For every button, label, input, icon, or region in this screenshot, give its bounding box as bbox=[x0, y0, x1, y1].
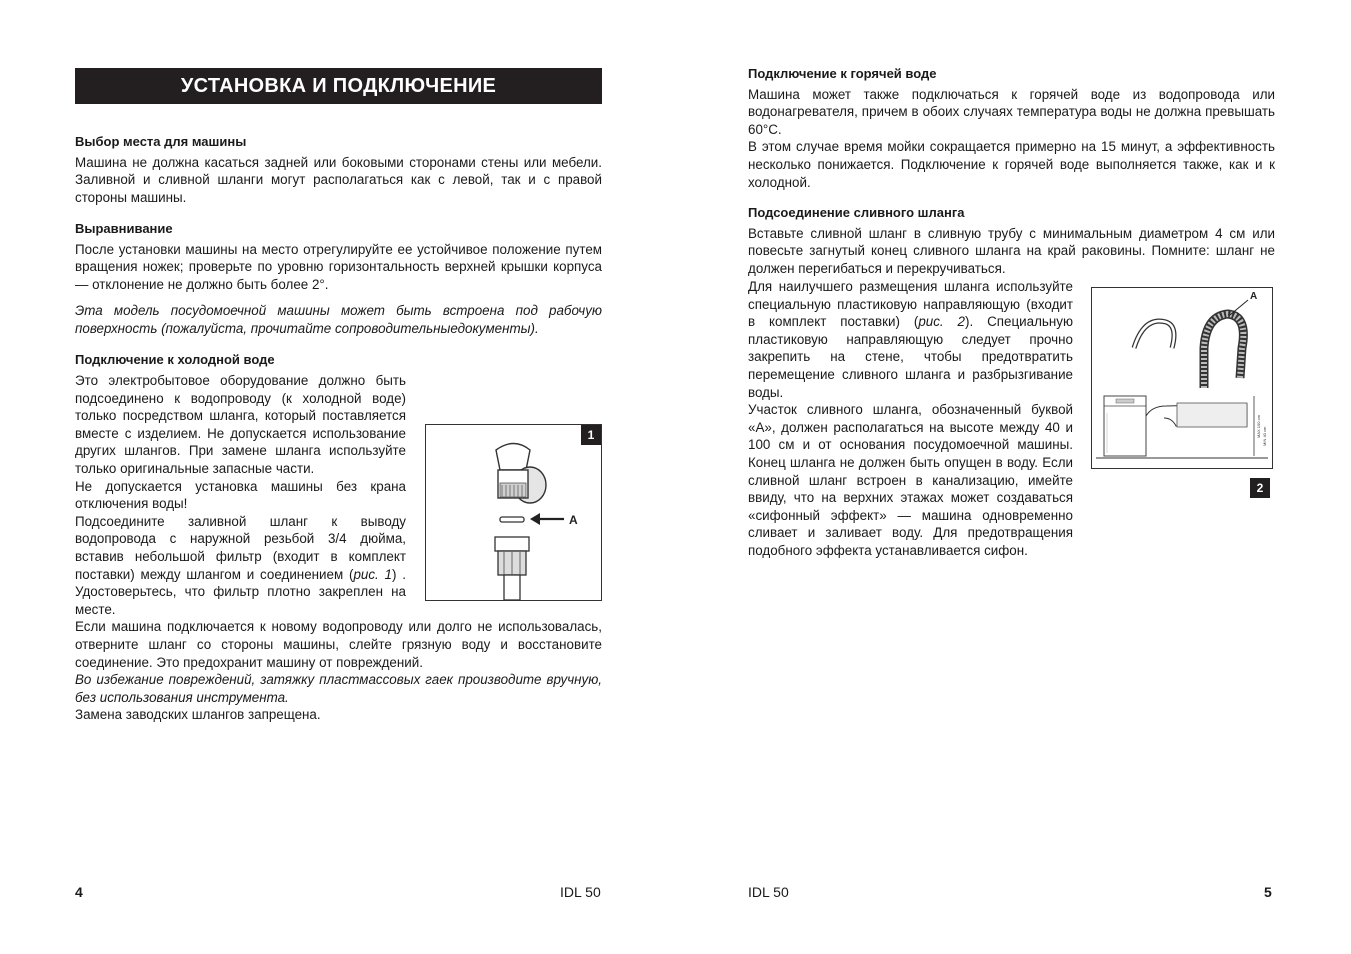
section-cold-water bbox=[75, 351, 602, 372]
section-hot-water bbox=[748, 65, 1275, 191]
page-title: УСТАНОВКА И ПОДКЛЮЧЕНИЕ bbox=[75, 68, 602, 104]
page-number: 4 bbox=[75, 884, 83, 900]
italic-note: Эта модель посудомоечной машины может быть встроена под рабочую поверхность (пожалуйста, прочитайте сопроводительныедокументы). bbox=[75, 303, 602, 336]
italic-note: Во избежание повреждений, затяжку пластмассовых гаек производите вручную, без использования инструмента. bbox=[75, 672, 602, 705]
paragraph: Подсоедините заливной шланг к выводу водопровода с наружной резьбой 3/4 дюйма, вставив небольшой фильтр (входит в комплект поставки) между шлангом и соединением (рис. 1) . Удостоверьтесь, что фильтр плотно закреплен на месте. bbox=[75, 513, 407, 617]
figure-number: 1 bbox=[581, 425, 601, 445]
drain-hose-illustration bbox=[1092, 288, 1272, 468]
paragraph: Не допускается установка машины без крана отключения воды! bbox=[75, 478, 406, 512]
dimension-min: MIN 40 cm bbox=[1262, 426, 1267, 446]
figure-1 bbox=[425, 424, 602, 601]
section-leveling bbox=[75, 220, 602, 338]
model-name: IDL 50 bbox=[560, 884, 601, 900]
section-heading: Выбор места для машины bbox=[75, 134, 247, 149]
label-a: A bbox=[569, 513, 578, 527]
paragraph: Вставьте сливной шланг в сливную трубу с минимальным диаметром 4 см или повесьте загнутый конец сливного шланга на край раковины. Помните: шланг не должен перегибаться и перекручиваться. bbox=[748, 225, 1275, 276]
section-heading: Выравнивание bbox=[75, 221, 173, 236]
label-a: A bbox=[1250, 291, 1258, 302]
drain-hose-body bbox=[748, 278, 1073, 560]
paragraph: Для наилучшего размещения шланга используйте специальную пластиковую направляющую (входит в комплект поставки) (рис. 2). Специальную пластиковую направляющую следует прочно закрепить на стене, чтобы предотвратить перемещение сливного шланга и разбрызгивание воды. bbox=[748, 279, 1073, 400]
paragraph: В этом случае время мойки сокращается примерно на 15 минут, а эффективность несколько понижается. Подключение к горячей воде выполняется также, как и к холодной. bbox=[748, 139, 1275, 190]
left-page bbox=[75, 0, 603, 954]
section-heading: Подключение к холодной воде bbox=[75, 352, 275, 367]
paragraph: Машина может также подключаться к горячей воде из водопровода или водонагревателя, причем в обоих случаях температура воды не должна превышать 60°C. bbox=[748, 86, 1275, 137]
section-drain-hose bbox=[748, 204, 1275, 277]
figure-number: 2 bbox=[1250, 478, 1270, 498]
paragraph: Машина не должна касаться задней или боковыми сторонами стены или мебели. Заливной и сливной шланги могут располагаться как с левой, так и с правой стороны машины. bbox=[75, 154, 602, 205]
section-heading: Подсоединение сливного шланга bbox=[748, 205, 965, 220]
paragraph: После установки машины на место отрегулируйте ее устойчивое положение путем вращения ножек; проверьте по уровню горизонтальность верхней крышки корпуса — отклонение не должно быть более 2°. bbox=[75, 241, 602, 292]
right-page bbox=[748, 0, 1275, 954]
dimension-max: MAX 100 cm bbox=[1256, 415, 1261, 438]
paragraph: Замена заводских шлангов запрещена. bbox=[75, 707, 321, 723]
model-name: IDL 50 bbox=[748, 884, 789, 900]
paragraph: Если машина подключается к новому водопроводу или долго не использовалась, отверните шланг со стороны машины, слейте грязную воду и восстановите соединение. Это предохранит машину от повреждений. bbox=[75, 619, 602, 670]
page-number: 5 bbox=[1264, 884, 1272, 900]
faucet-connection-illustration bbox=[426, 425, 601, 600]
section-placement bbox=[75, 133, 602, 206]
figure-2 bbox=[1091, 287, 1273, 469]
figure-reference: рис. 2 bbox=[918, 314, 966, 330]
paragraph: Участок сливного шланга, обозначенный буквой «А», должен располагаться на высоте между 40 и 100 см и от основания посудомоечной машины. Конец шланга не должен быть опущен в воду. Если сливной шланг встроен в канализацию, имейте ввиду, что на верхних этажах может создаваться «сифонный эффект» — машина одновременно сливает и заливает воду. Для предотвращения подобного эффекта устанавливается сифон. bbox=[748, 402, 1073, 558]
section-heading: Подключение к горячей воде bbox=[748, 66, 937, 81]
figure-reference: рис. 1 bbox=[353, 566, 393, 582]
paragraph: Это электробытовое оборудование должно быть подсоединено к водопроводу (к холодной воде) только посредством шланга, который поставляется вместе с изделием. Не допускается использование других шлангов. При замене шланга используйте только оригинальные запасные части. bbox=[75, 373, 406, 476]
